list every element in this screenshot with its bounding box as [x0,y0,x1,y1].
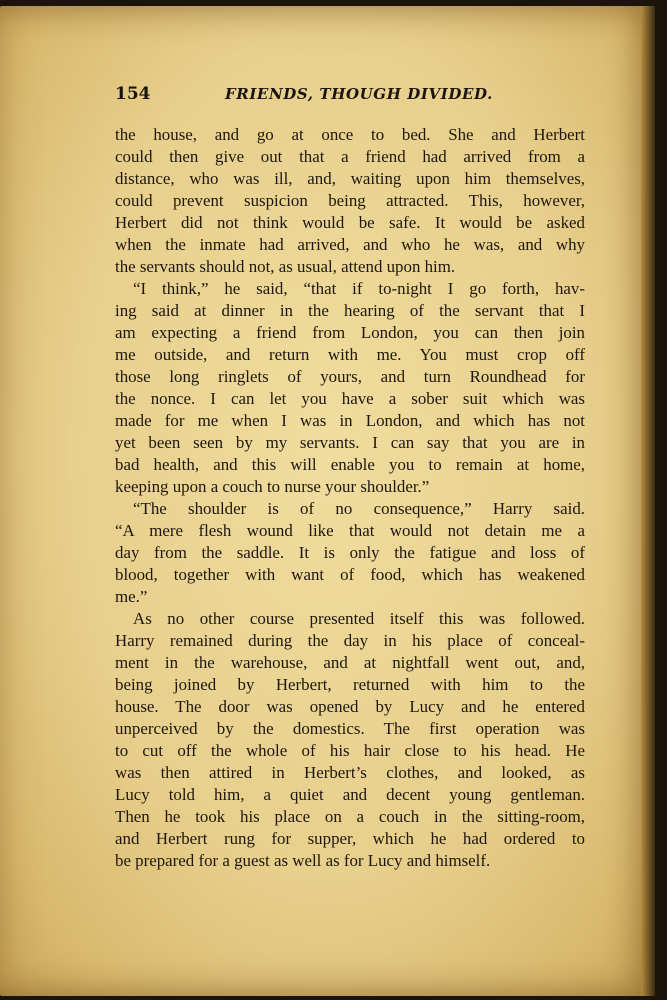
text-line: to cut off the whole of his hair close to his head. He [115,741,585,760]
text-line: unperceived by the domestics. The first operation was [115,719,585,738]
text-line: the servants should not, as usual, attend upon him. [115,257,456,276]
text-line: could prevent suspicion being attracted. This, however, [115,191,585,210]
text-line: being joined by Herbert, returned with him to the [115,675,585,694]
text-line: those long ringlets of yours, and turn Roundhead for [115,367,585,386]
text-line: bad health, and this will enable you to remain at home, [115,455,585,474]
text-line: Lucy told him, a quiet and decent young gentleman. [115,785,585,804]
text-line: made for me when I was in London, and which has not [115,411,585,430]
text-line: ment in the warehouse, and at nightfall went out, and, [115,653,585,672]
text-line: keeping upon a couch to nurse your shoulder.” [115,477,430,496]
book-page [0,6,655,996]
page-edge-shadow [641,6,655,996]
body-text [115,124,585,872]
text-line: “The shoulder is of no consequence,” Harry said. [133,499,585,518]
page-header [115,84,585,108]
running-title: FRIENDS, THOUGH DIVIDED. [225,85,493,103]
text-line: Then he took his place on a couch in the sitting-room, [115,807,585,826]
text-line: house. The door was opened by Lucy and he entered [115,697,585,716]
text-line: “I think,” he said, “that if to-night I go forth, hav- [133,279,585,298]
page-number: 154 [115,84,151,104]
text-line: yet been seen by my servants. I can say that you are in [115,433,585,452]
text-line: the house, and go at once to bed. She and Herbert [115,125,585,144]
text-line: be prepared for a guest as well as for Lucy and himself. [115,851,491,870]
text-line: Harry remained during the day in his place of conceal- [115,631,585,650]
text-line: the nonce. I can let you have a sober suit which was [115,389,585,408]
text-line: “A mere flesh wound like that would not detain me a [115,521,585,540]
text-line: was then attired in Herbert’s clothes, and looked, as [115,763,585,782]
text-line: ing said at dinner in the hearing of the servant that I [115,301,585,320]
text-line: when the inmate had arrived, and who he was, and why [115,235,585,254]
text-line: Herbert did not think would be safe. It would be asked [115,213,585,232]
text-line: day from the saddle. It is only the fatigue and loss of [115,543,585,562]
text-line: me outside, and return with me. You must crop off [115,345,585,364]
text-line: could then give out that a friend had arrived from a [115,147,585,166]
text-line: and Herbert rung for supper, which he had ordered to [115,829,585,848]
text-line: am expecting a friend from London, you can then join [115,323,585,342]
text-line: blood, together with want of food, which has weakened [115,565,585,584]
text-line: me.” [115,587,148,606]
text-line: As no other course presented itself this was followed. [133,609,585,628]
text-line: distance, who was ill, and, waiting upon him themselves, [115,169,585,188]
